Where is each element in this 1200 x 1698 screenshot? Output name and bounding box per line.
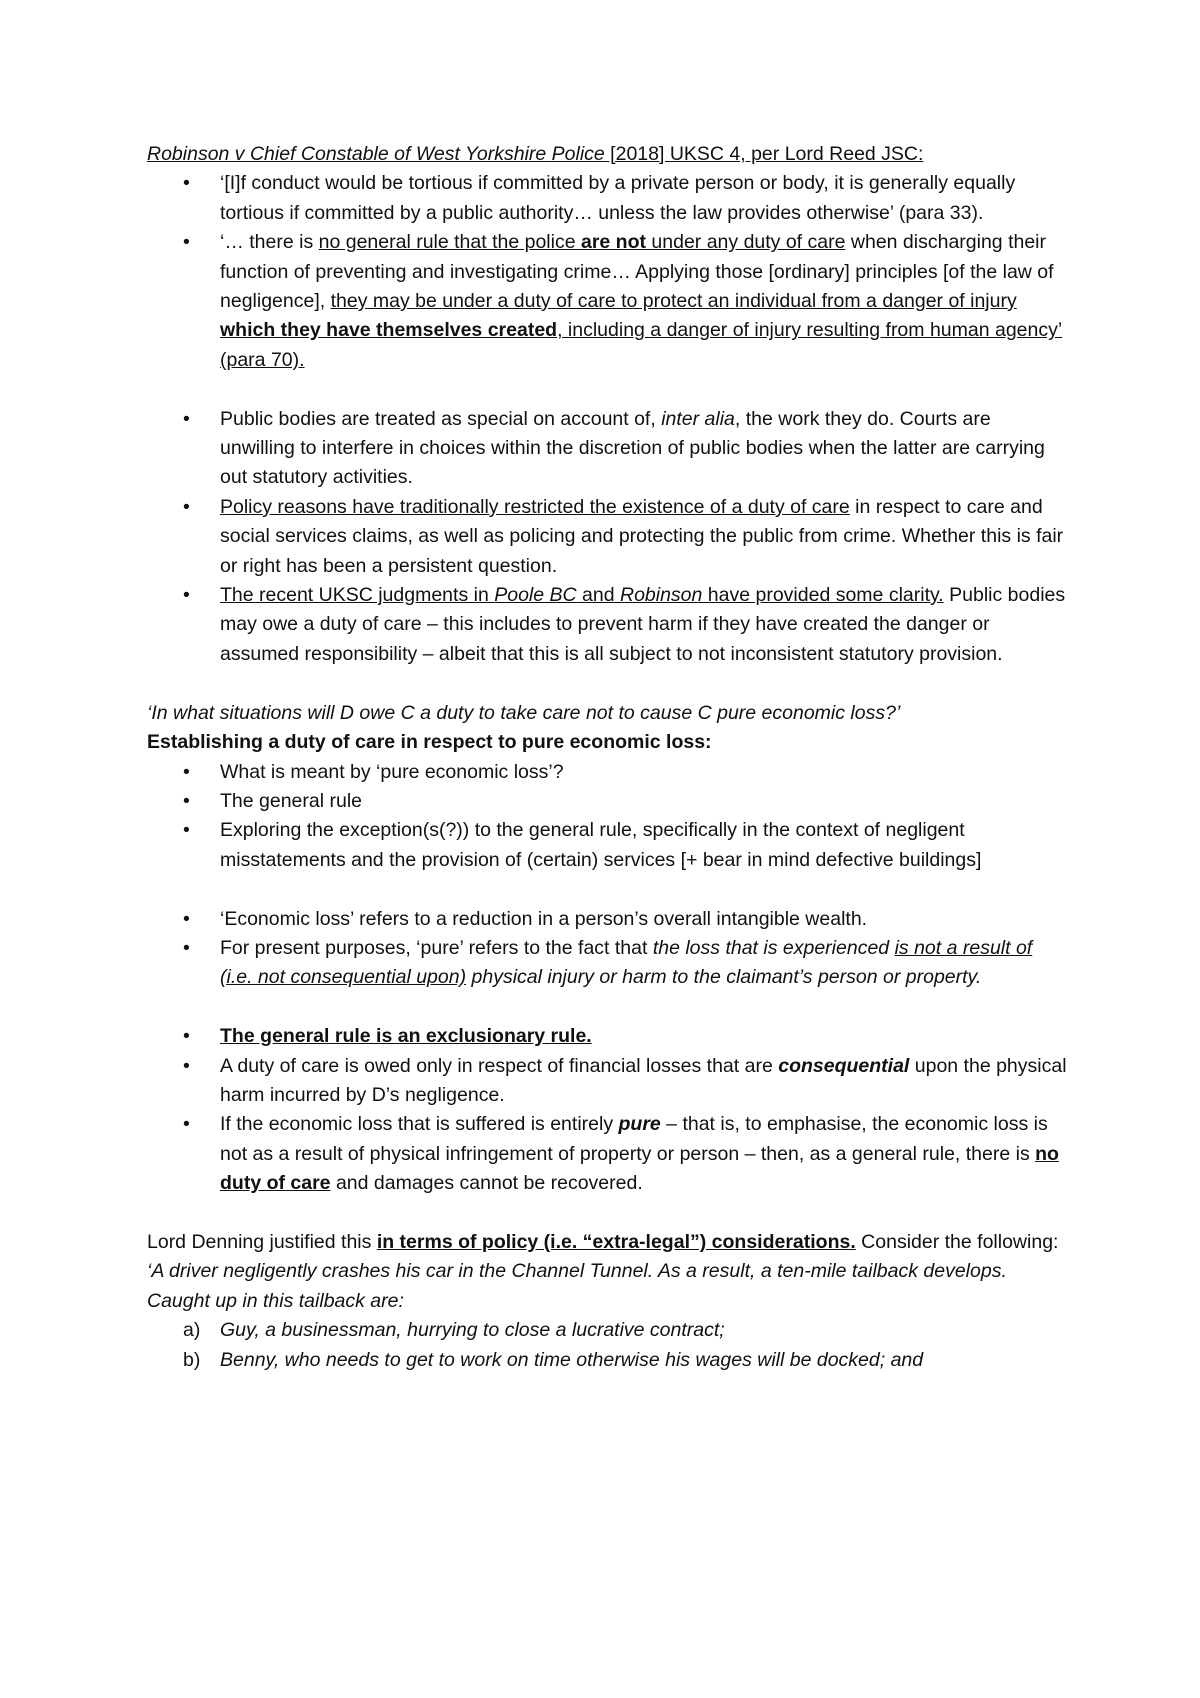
list-item: • A duty of care is owed only in respect of financial losses that are consequential upon the physical harm incurred by D’s negligence.: [147, 1052, 1067, 1111]
economic-loss-outline: [147, 758, 1067, 876]
general-rule-list: [147, 1022, 1067, 1198]
public-bodies-list: [147, 405, 1067, 670]
list-item: • ‘[I]f conduct would be tortious if committed by a private person or body, it is generally equally tortious if committed by a public authority… unless the law provides otherwise’ (para 33).: [147, 169, 1067, 228]
list-item: • What is meant by ‘pure economic loss’?: [147, 758, 1067, 787]
list-item: a) Guy, a businessman, hurrying to close a lucrative contract;: [147, 1316, 1067, 1345]
list-item: • The recent UKSC judgments in Poole BC and Robinson have provided some clarity. Public bodies may owe a duty of care – this includes to prevent harm if they have created the danger or assumed responsibility – albeit that this is all subject to not inconsistent statutory provision.: [147, 581, 1067, 669]
list-item: • ‘… there is no general rule that the police are not under any duty of care when discharging their function of preventing and investigating crime… Applying those [ordinary] principles [of the law of negligence], they may be under a duty of care to protect an individual from a danger of injury which they have themselves created, including a danger of injury resulting from human agency’ (para 70).: [147, 228, 1067, 375]
economic-loss-question: ‘In what situations will D owe C a duty to take care not to cause C pure economic loss?’: [147, 701, 901, 724]
item-label: b): [183, 1348, 201, 1371]
case-name: Robinson v Chief Constable of West Yorkshire Police: [147, 143, 605, 165]
list-item: • For present purposes, ‘pure’ refers to the fact that the loss that is experienced is not a result of (i.e. not consequential upon) physical injury or harm to the claimant’s person or property.: [147, 934, 1067, 993]
case-citation: [2018] UKSC 4, per Lord Reed JSC:: [604, 143, 924, 165]
channel-tunnel-scenario: ‘A driver negligently crashes his car in the Channel Tunnel. As a result, a ten-mile tailback develops. Caught up in this tailback are:: [147, 1260, 1007, 1312]
denning-intro: Lord Denning justified this in terms of policy (i.e. “extra-legal”) considerations. Consider the following:: [147, 1230, 1059, 1253]
list-item: • If the economic loss that is suffered is entirely pure – that is, to emphasise, the economic loss is not as a result of physical infringement of property or person – then, as a general rule, there is no duty of care and damages cannot be recovered.: [147, 1110, 1067, 1198]
list-item: • The general rule: [147, 787, 1067, 816]
economic-loss-definitions: [147, 905, 1067, 993]
list-item: • ‘Economic loss’ refers to a reduction in a person’s overall intangible wealth.: [147, 905, 1067, 934]
list-item: • Exploring the exception(s(?)) to the general rule, specifically in the context of negligent misstatements and the provision of (certain) services [+ bear in mind defective buildings]: [147, 816, 1067, 875]
list-item: • Policy reasons have traditionally restricted the existence of a duty of care in respect to care and social services claims, as well as policing and protecting the public from crime. Whether this is fair or right has been a persistent question.: [147, 493, 1067, 581]
scenario-list: [147, 1316, 1067, 1375]
list-item: b) Benny, who needs to get to work on time otherwise his wages will be docked; and: [147, 1346, 1067, 1375]
robinson-quotes: [147, 169, 1067, 375]
economic-loss-heading: Establishing a duty of care in respect to pure economic loss:: [147, 731, 712, 754]
list-item: • Public bodies are treated as special on account of, inter alia, the work they do. Courts are unwilling to interfere in choices within the discretion of public bodies when the latter are carrying out statutory activities.: [147, 405, 1067, 493]
document-page: [147, 140, 1067, 1375]
item-label: a): [183, 1319, 201, 1342]
list-item: • The general rule is an exclusionary rule.: [147, 1022, 1067, 1051]
robinson-heading: [147, 140, 1067, 169]
